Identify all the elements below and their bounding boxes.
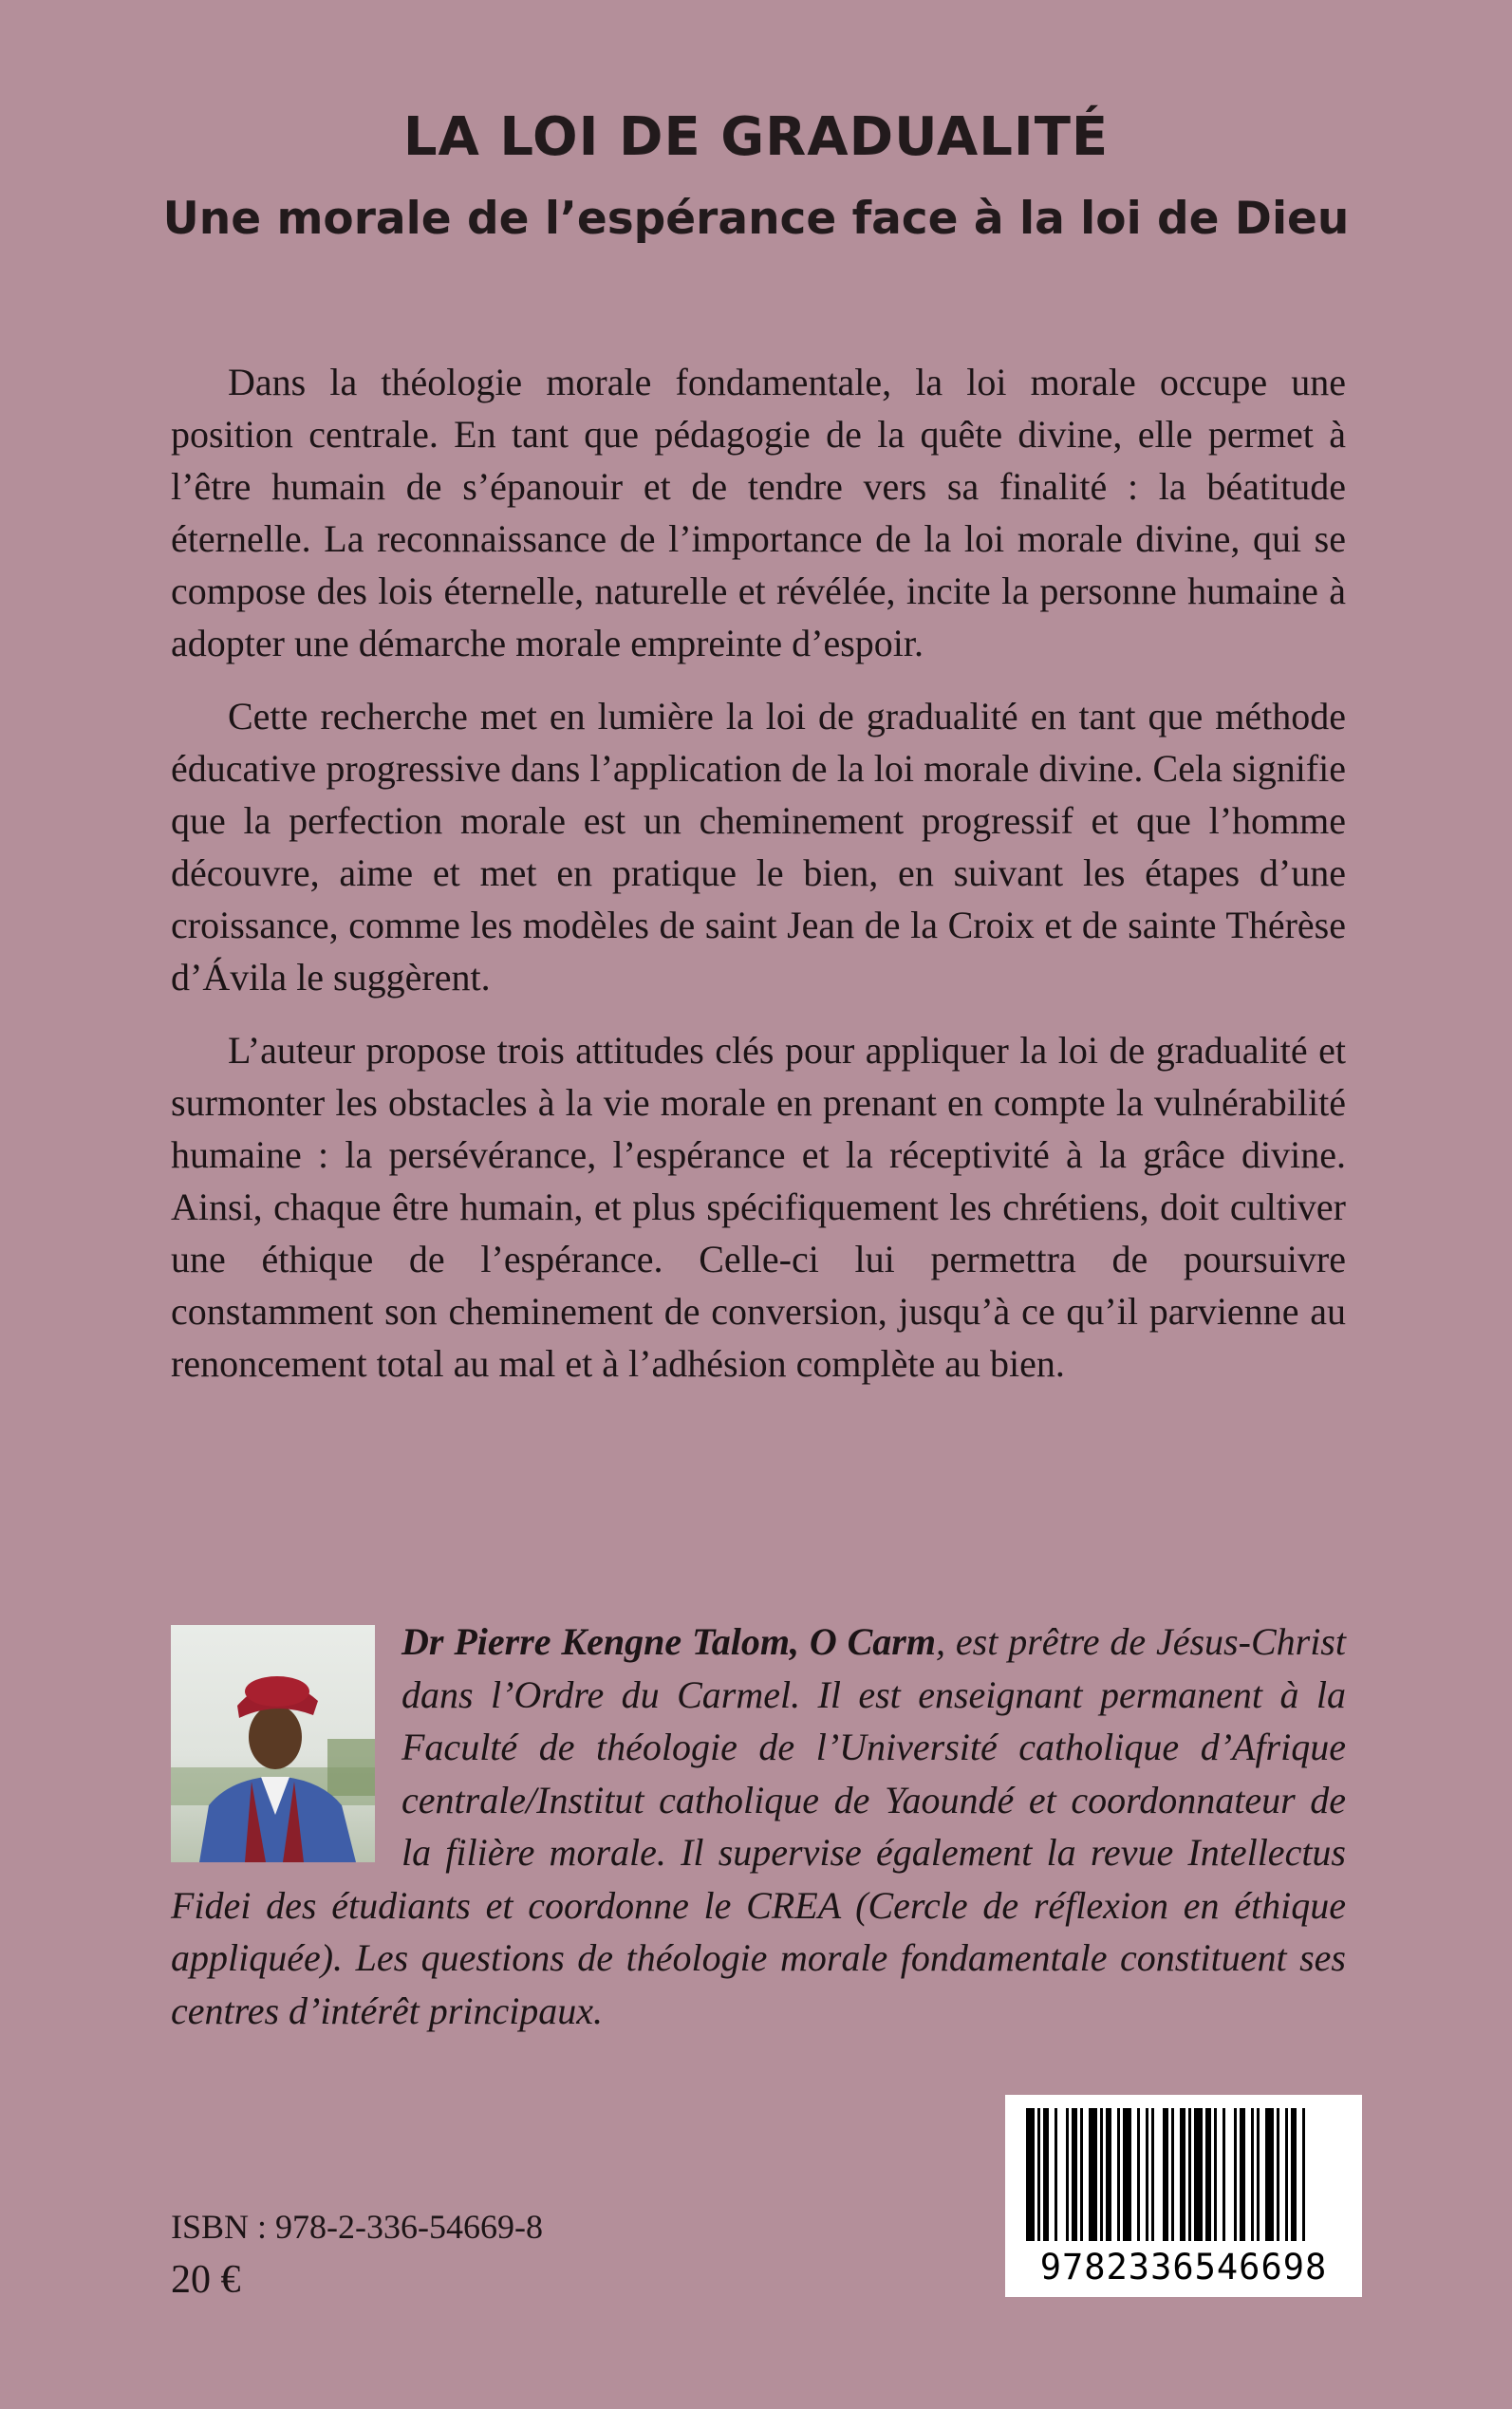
barcode-bar — [1043, 2108, 1049, 2241]
barcode-bar — [1026, 2108, 1035, 2241]
barcode-bar — [1146, 2108, 1148, 2241]
author-bio — [171, 1615, 1346, 2037]
barcode-bars — [1005, 2095, 1362, 2251]
barcode-bar — [1205, 2108, 1211, 2241]
barcode-bar — [1106, 2108, 1111, 2241]
barcode-bar — [1234, 2108, 1237, 2241]
summary-paragraph-1: Dans la théologie morale fondamentale, la loi morale occupe une position centrale. En tant que pédagogie de la quête divine, elle permet à l’être humain de s’épanouir et de tendre vers sa finalité : la béatitude éternelle. La reconnaissance de l’importance de la loi morale divine, qui se compose des lois éternelle, naturelle et révélée, incite la personne humaine à adopter une démarche morale empreinte d’espoir. — [171, 361, 1346, 664]
author-bio-text: , est prêtre de Jésus-Christ dans l’Ordre du Carmel. Il est enseignant permanent à la Faculté de théologie de l’Université catholique d’Afrique centrale/Institut catholique de Yaoundé et coordonnateur de la filière morale. Il supervise également la revue Intellectus Fidei des étudiants et coordonne le CREA (Cercle de réflexion en éthique appliquée). Les questions de théologie morale fondamentale constituent ses centres d’intérêt principaux. — [171, 1620, 1346, 2032]
barcode-bar — [1151, 2108, 1154, 2241]
barcode-bar — [1194, 2108, 1203, 2241]
barcode-bar — [1285, 2108, 1288, 2241]
barcode-bar — [1180, 2108, 1185, 2241]
barcode-bar — [1302, 2108, 1305, 2241]
barcode-bar — [1080, 2108, 1083, 2241]
barcode-bar — [1089, 2108, 1097, 2241]
barcode-bar — [1066, 2108, 1069, 2241]
barcode-bar — [1291, 2108, 1297, 2241]
barcode-digits: 9782336546698 — [1039, 2247, 1328, 2288]
book-title: LA LOI DE GRADUALITÉ — [402, 106, 1110, 168]
price: 20 € — [171, 2258, 241, 2302]
barcode — [1005, 2095, 1362, 2297]
author-name: Dr Pierre Kengne Talom, O Carm — [401, 1620, 936, 1663]
barcode-bar — [1072, 2108, 1077, 2241]
barcode-bar — [1223, 2108, 1225, 2241]
barcode-bar — [1171, 2108, 1174, 2241]
barcode-bar — [1055, 2108, 1057, 2241]
barcode-bar — [1137, 2108, 1140, 2241]
barcode-bar — [1265, 2108, 1274, 2241]
barcode-bar — [1240, 2108, 1245, 2241]
barcode-bar — [1163, 2108, 1168, 2241]
barcode-bar — [1277, 2108, 1279, 2241]
barcode-bar — [1251, 2108, 1254, 2241]
barcode-bar — [1214, 2108, 1217, 2241]
photo-spacer — [171, 1615, 401, 1853]
barcode-bar — [1257, 2108, 1260, 2241]
summary-text — [171, 356, 1346, 1410]
book-subtitle: Une morale de l’espérance face à la loi de Dieu — [162, 193, 1350, 245]
isbn: ISBN : 978-2-336-54669-8 — [171, 2208, 543, 2246]
barcode-bar — [1100, 2108, 1103, 2241]
barcode-bar — [1117, 2108, 1120, 2241]
barcode-bar — [1123, 2108, 1131, 2241]
barcode-bar — [1037, 2108, 1040, 2241]
summary-paragraph-3: L’auteur propose trois attitudes clés pour appliquer la loi de gradualité et surmonter les obstacles à la vie morale en prenant en compte la vulnérabilité humaine : la persévérance, l’espérance et la réceptivité à la grâce divine. Ainsi, chaque être humain, et plus spécifiquement les chrétiens, doit cultiver une éthique de l’espérance. Celle-ci lui permettra de poursuivre constamment son cheminement de conversion, jusqu’à ce qu’il parvienne au renoncement total au mal et à l’adhésion complète au bien. — [171, 1029, 1346, 1385]
barcode-bar — [1188, 2108, 1191, 2241]
summary-paragraph-2: Cette recherche met en lumière la loi de gradualité en tant que méthode éducative progressive dans l’application de la loi morale divine. Cela signifie que la perfection morale est un cheminement progressif et que l’homme découvre, aime et met en pratique le bien, en suivant les étapes d’une croissance, comme les modèles de saint Jean de la Croix et de sainte Thérèse d’Ávila le suggèrent. — [171, 695, 1346, 999]
